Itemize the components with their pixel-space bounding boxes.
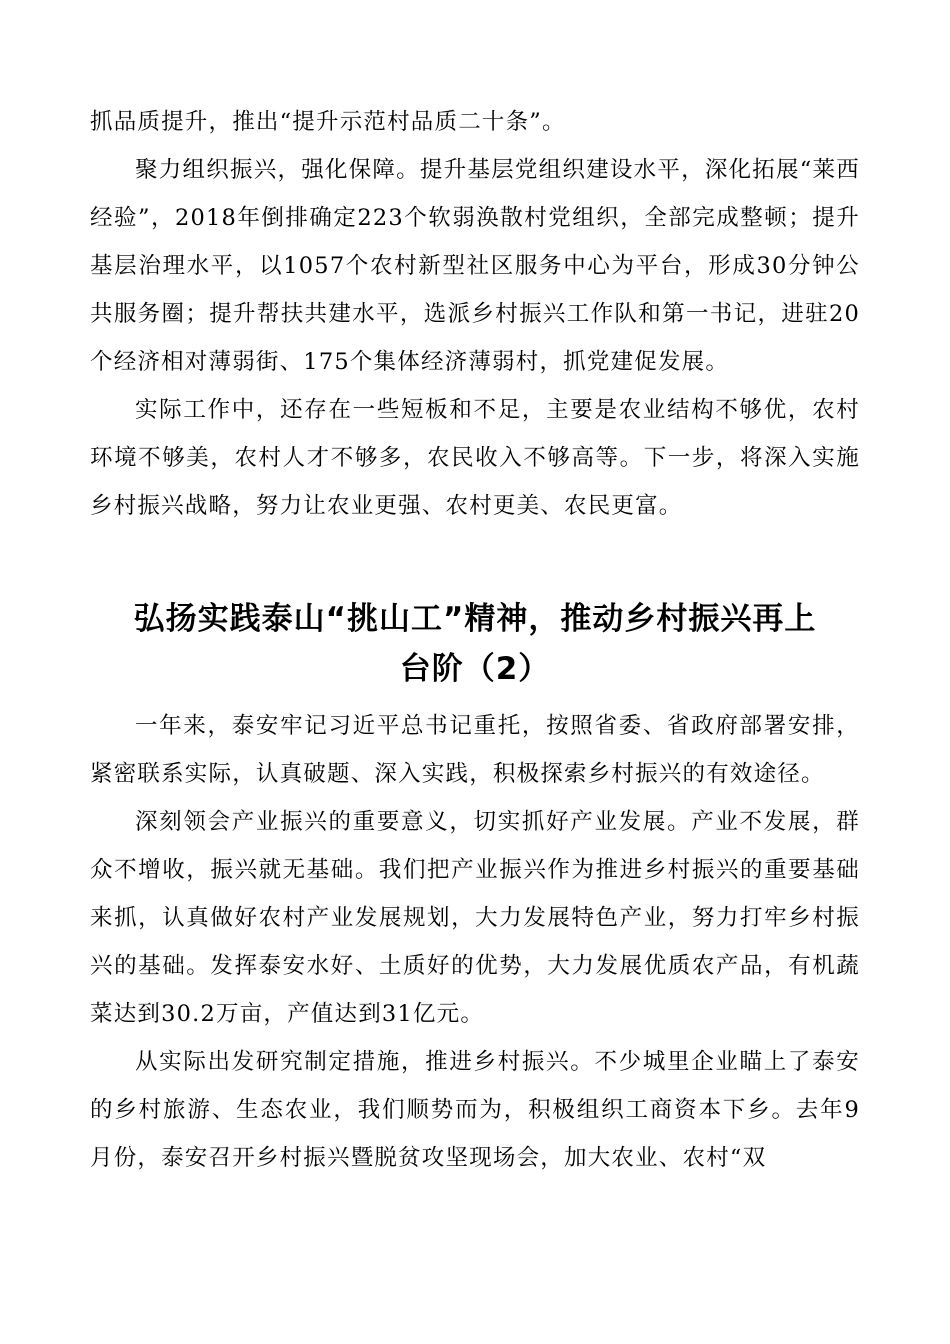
article-title-line-1: 弘扬实践泰山“挑山工”精神，推动乡村振兴再上 — [133, 601, 817, 637]
article-title — [90, 594, 860, 694]
paragraph-quality-continuation: 抓品质提升，推出“提升示范村品质二十条”。 — [90, 109, 566, 135]
paragraph-shortcomings: 实际工作中，还存在一些短板和不足，主要是农业结构不够优，农村环境不够美，农村人才不够多，农民收入不够高等。下一步，将深入实施乡村振兴战略，努力让农业更强、农村更美、农民更富。 — [90, 397, 860, 519]
paragraph-intro: 一年来，泰安牢记习近平总书记重托，按照省委、省政府部署安排，紧密联系实际，认真破题、深入实践，积极探索乡村振兴的有效途径。 — [90, 713, 860, 787]
document-page — [90, 98, 860, 1182]
paragraph-industry-revitalization: 深刻领会产业振兴的重要意义，切实抓好产业发展。产业不发展，群众不增收，振兴就无基础。我们把产业振兴作为推进乡村振兴的重要基础来抓，认真做好农村产业发展规划，大力发展特色产业，努力打牢乡村振兴的基础。发挥泰安水好、土质好的优势，大力发展优质农产品，有机蔬菜达到30.2万亩，产值达到31亿元。 — [90, 809, 860, 1027]
paragraph-organization-revitalization: 聚力组织振兴，强化保障。提升基层党组织建设水平，深化拓展“莱西经验”，2018年倒排确定223个软弱涣散村党组织，全部完成整顿；提升基层治理水平，以1057个农村新型社区服务中心为平台，形成30分钟公共服务圈；提升帮扶共建水平，选派乡村振兴工作队和第一书记，进驻20个经济相对薄弱街、175个集体经济薄弱村，抓党建促发展。 — [90, 157, 860, 375]
paragraph-measures: 从实际出发研究制定措施，推进乡村振兴。不少城里企业瞄上了泰安的乡村旅游、生态农业，我们顺势而为，积极组织工商资本下乡。去年9月份，泰安召开乡村振兴暨脱贫攻坚现场会，加大农业、农村“双 — [90, 1049, 860, 1171]
article-title-line-2: 台阶（2） — [399, 651, 551, 687]
